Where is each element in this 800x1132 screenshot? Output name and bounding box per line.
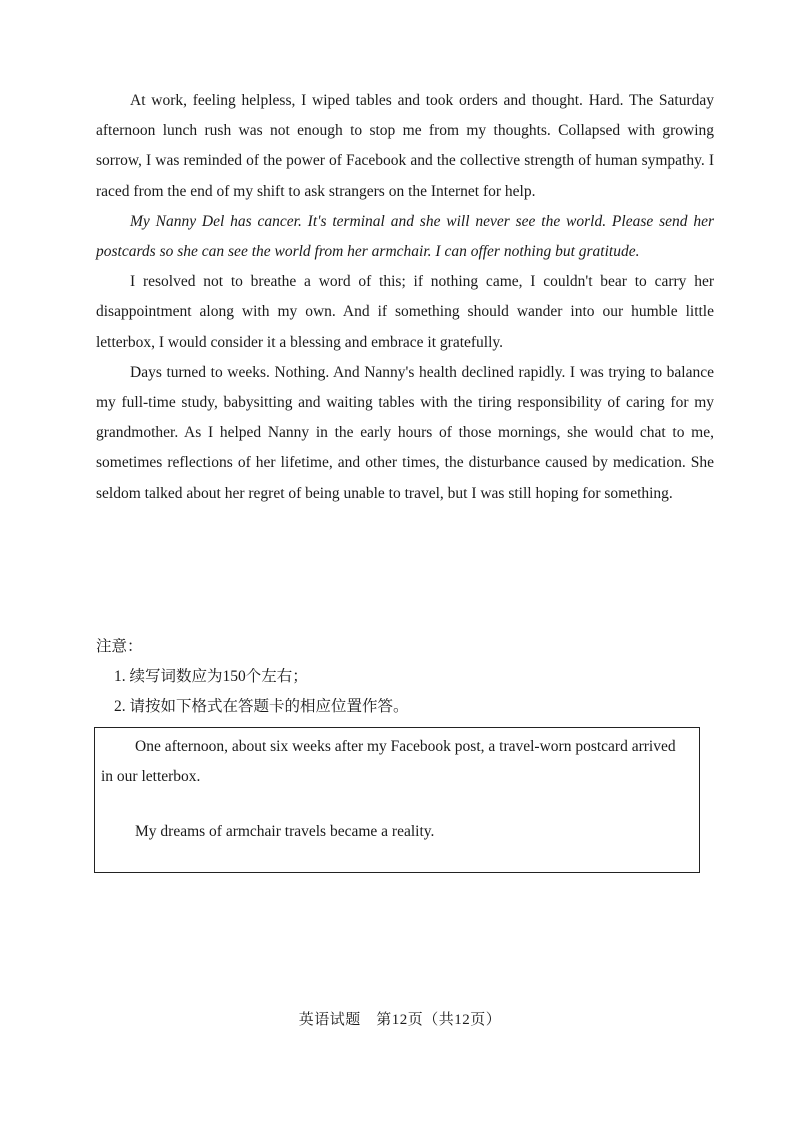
notes-title: 注意： <box>96 638 143 655</box>
reading-passage <box>96 86 714 509</box>
note-item-answer-format: 2. 请按如下格式在答题卡的相应位置作答。 <box>114 698 409 715</box>
passage-paragraph-1: At work, feeling helpless, I wiped tables and took orders and thought. Hard. The Saturday afternoon lunch rush was not enough to stop me from my thoughts. Collapsed with growing sorrow, I was reminded of the power of Facebook and the collective strength of human sympathy. I raced from the end of my shift to ask strangers on the Internet for help. <box>96 92 714 200</box>
answer-format-box <box>94 727 700 873</box>
note-item-word-count: 1. 续写词数应为150个左右； <box>114 668 308 685</box>
instructions-notes <box>96 632 714 722</box>
passage-paragraph-2-facebook-post: My Nanny Del has cancer. It's terminal and she will never see the world. Please send her postcards so she can see the world from her armchair. I can offer nothing but gratitude. <box>96 212 714 261</box>
closing-sentence: My dreams of armchair travels became a reality. <box>135 823 435 840</box>
opening-sentence: One afternoon, about six weeks after my Facebook post, a travel-worn postcard arrived in our letterbox. <box>101 738 676 785</box>
passage-paragraph-4: Days turned to weeks. Nothing. And Nanny's health declined rapidly. I was trying to balance my full-time study, babysitting and waiting tables with the tiring responsibility of caring for my grandmother. As I helped Nanny in the early hours of those mornings, she would chat to me, sometimes reflections of her lifetime, and other times, the disturbance caused by medication. She seldom talked about her regret of being unable to travel, but I was still hoping for something. <box>96 363 714 502</box>
passage-paragraph-3: I resolved not to breathe a word of this; if nothing came, I couldn't bear to carry her disappointment along with my own. And if something should wander into our humble little letterbox, I would consider it a blessing and embrace it gratefully. <box>96 273 714 351</box>
page-footer: 英语试题 第12页（共12页） <box>298 1012 502 1028</box>
